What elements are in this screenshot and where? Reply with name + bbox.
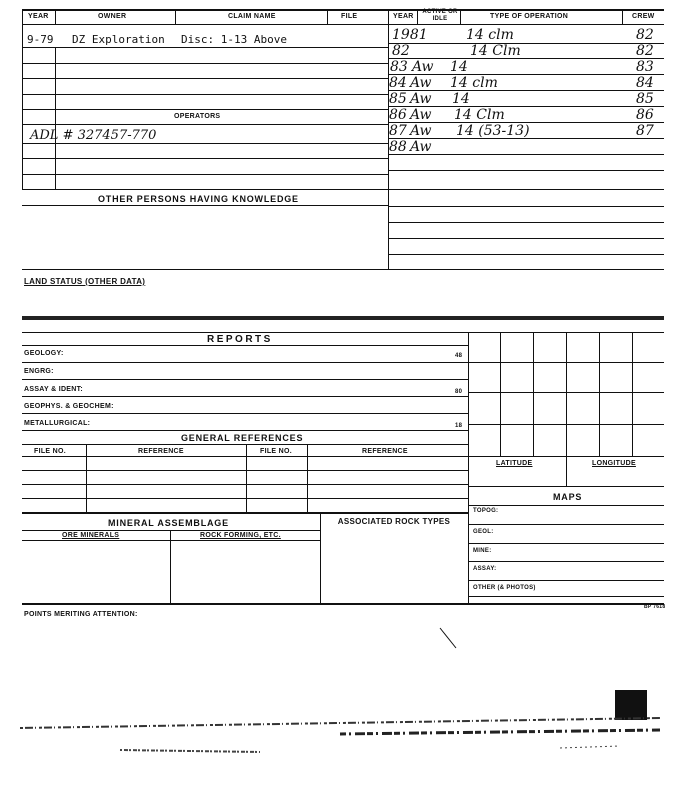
general-references-label: GENERAL REFERENCES bbox=[181, 433, 304, 443]
operators-entry: ADL # 327457-770 bbox=[30, 128, 157, 143]
owner-entry-owner: DZ Exploration bbox=[72, 33, 165, 46]
activity-year: 1981 bbox=[392, 27, 428, 43]
ref-file-no-2: FILE NO. bbox=[260, 448, 292, 455]
form-id: BP 7618 bbox=[644, 604, 666, 610]
ref-reference: REFERENCE bbox=[138, 448, 184, 455]
report-num: 80 bbox=[455, 389, 463, 395]
activity-year: 87 bbox=[389, 123, 407, 139]
activity-status: Aw bbox=[412, 59, 434, 75]
activity-status: Aw bbox=[410, 139, 432, 155]
activity-status: Aw bbox=[410, 91, 432, 107]
report-num: 48 bbox=[455, 353, 463, 359]
activity-crew: 85 bbox=[636, 91, 654, 107]
activity-operation: 14 bbox=[450, 59, 468, 75]
report-num: 18 bbox=[455, 423, 463, 429]
ref-reference-2: REFERENCE bbox=[362, 448, 408, 455]
other-persons-label: OTHER PERSONS HAVING KNOWLEDGE bbox=[98, 194, 299, 204]
mineral-assemblage-label: MINERAL ASSEMBLAGE bbox=[108, 518, 229, 528]
activity-crew: 83 bbox=[636, 59, 654, 75]
reports-label: REPORTS bbox=[207, 334, 273, 345]
maps-geol: GEOL: bbox=[473, 529, 494, 535]
activity-crew: 82 bbox=[636, 43, 654, 59]
activity-operation: 14 Clm bbox=[454, 107, 505, 123]
header-type-of-operation: TYPE OF OPERATION bbox=[490, 13, 569, 20]
owner-entry-year: 9-79 bbox=[27, 33, 54, 46]
activity-year: 82 bbox=[392, 43, 410, 59]
activity-status: Aw bbox=[410, 123, 432, 139]
maps-label: MAPS bbox=[553, 492, 583, 502]
activity-status: Aw bbox=[410, 107, 432, 123]
report-label: GEOLOGY: bbox=[24, 350, 64, 357]
activity-operation: 14 bbox=[452, 91, 470, 107]
activity-year: 88 bbox=[389, 139, 407, 155]
ref-file-no: FILE NO. bbox=[34, 448, 66, 455]
activity-operation: 14 clm bbox=[450, 75, 498, 91]
report-label: ASSAY & IDENT: bbox=[24, 386, 84, 393]
report-label: METALLURGICAL: bbox=[24, 420, 91, 427]
activity-crew: 84 bbox=[636, 75, 654, 91]
latitude-label: LATITUDE bbox=[496, 460, 533, 467]
activity-operation: 14 Clm bbox=[470, 43, 521, 59]
report-label: ENGRG: bbox=[24, 368, 54, 375]
header-file: FILE bbox=[341, 13, 358, 20]
activity-year: 84 bbox=[389, 75, 407, 91]
activity-year: 83 bbox=[390, 59, 408, 75]
header-owner: OWNER bbox=[98, 13, 127, 20]
associated-rock-types-label: ASSOCIATED ROCK TYPES bbox=[337, 517, 451, 526]
activity-crew: 86 bbox=[636, 107, 654, 123]
owner-entry-claim-name: Disc: 1-13 Above bbox=[181, 33, 287, 46]
activity-crew: 87 bbox=[636, 123, 654, 139]
operators-label: OPERATORS bbox=[174, 113, 221, 120]
header-crew: CREW bbox=[632, 13, 655, 20]
land-status-label: LAND STATUS (OTHER DATA) bbox=[24, 277, 146, 286]
header-year-2: YEAR bbox=[393, 13, 414, 20]
report-label: GEOPHYS. & GEOCHEM: bbox=[24, 403, 114, 410]
header-active-or-idle: ACTIVE OR IDLE bbox=[422, 9, 458, 22]
rock-forming-label: ROCK FORMING, ETC. bbox=[200, 532, 281, 539]
header-claim-name: CLAIM NAME bbox=[228, 13, 276, 20]
activity-operation: 14 (53-13) bbox=[456, 123, 530, 139]
activity-year: 86 bbox=[389, 107, 407, 123]
activity-year: 85 bbox=[389, 91, 407, 107]
activity-crew: 82 bbox=[636, 27, 654, 43]
maps-other: OTHER (& PHOTOS) bbox=[473, 585, 536, 591]
maps-topog: TOPOG: bbox=[473, 508, 499, 514]
header-year: YEAR bbox=[28, 13, 49, 20]
maps-assay: ASSAY: bbox=[473, 566, 497, 572]
points-label: POINTS MERITING ATTENTION: bbox=[24, 611, 138, 618]
longitude-label: LONGITUDE bbox=[592, 460, 636, 467]
ore-minerals-label: ORE MINERALS bbox=[62, 532, 120, 539]
activity-operation: 14 clm bbox=[466, 27, 514, 43]
maps-mine: MINE: bbox=[473, 548, 492, 554]
activity-status: Aw bbox=[410, 75, 432, 91]
